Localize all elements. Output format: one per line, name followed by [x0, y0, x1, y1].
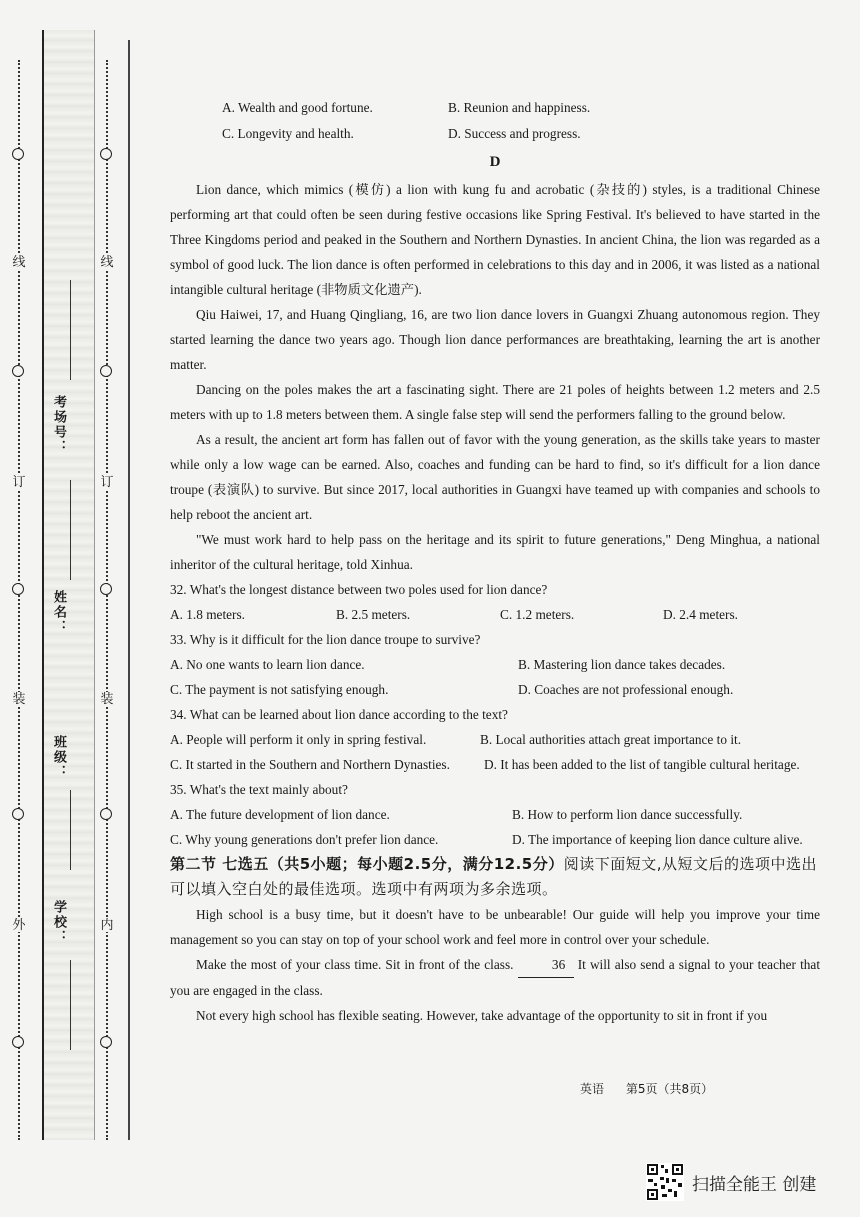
cloze-text: It will also send a signal to your teacher that you are engaged in the class.: [170, 957, 821, 998]
binding-hole: [100, 808, 112, 820]
q32-option-a: A. 1.8 meters.: [170, 607, 245, 622]
q34-option-b: B. Local authorities attach great importance to it.: [480, 732, 742, 747]
passage-paragraph: "We must work hard to help pass on the heritage and its spirit to future generations," Deng Minghua, a national inheritor of the cultural heritage, told Xinhua.: [170, 532, 820, 572]
inner-cut-line: [106, 60, 108, 1140]
binding-hole: [100, 148, 112, 160]
q35-option-d: D. The importance of keeping lion dance culture alive.: [512, 832, 803, 847]
binding-hole: [12, 148, 24, 160]
section-d-title: D: [489, 154, 501, 170]
q35-option-c: C. Why young generations don't prefer lion dance.: [170, 832, 439, 847]
q31-option-c: C. Longevity and health.: [222, 126, 354, 141]
q33-option-a: A. No one wants to learn lion dance.: [170, 657, 365, 672]
cloze-paragraph: Not every high school has flexible seating. However, take advantage of the opportunity to sit in front if you: [196, 1008, 768, 1023]
binding-hole: [12, 808, 24, 820]
page-content: [170, 100, 820, 1028]
question-35-stem: 35. What's the text mainly about?: [170, 782, 348, 797]
school-label: 学校：: [52, 900, 67, 945]
section-2-instructions: 阅读下面短文,从短文后的选项中选出可以填入空白处的最佳选项。选项中有两项为多余选项。: [170, 855, 818, 898]
question-35-options-row1: [170, 802, 820, 827]
cut-mark-xian: 线: [100, 254, 114, 269]
qr-code-icon: [646, 1163, 684, 1201]
name-label: 姓名：: [52, 590, 67, 635]
footer-subject: 英语: [580, 1082, 605, 1096]
student-info-strip: [42, 30, 95, 1140]
q33-option-c: C. The payment is not satisfying enough.: [170, 682, 389, 697]
q35-option-b: B. How to perform lion dance successfully.: [512, 807, 743, 822]
margin-border: [128, 40, 130, 1140]
section-2-title: 第二节 七选五（共5小题；每小题2.5分，满分12.5分）: [170, 855, 564, 873]
q33-option-b: B. Mastering lion dance takes decades.: [518, 657, 726, 672]
q33-option-d: D. Coaches are not professional enough.: [518, 682, 734, 697]
q31-option-a: A. Wealth and good fortune.: [222, 100, 373, 115]
cut-mark-zhuang: 装: [100, 691, 114, 706]
blank-36: 36: [518, 952, 574, 978]
binding-margin: [0, 0, 140, 1150]
cut-mark-ding: 订: [100, 474, 114, 489]
cut-mark-ding: 订: [12, 474, 26, 489]
name-line: [70, 480, 71, 580]
question-32-options: [170, 602, 820, 627]
passage-paragraph: Dancing on the poles makes the art a fascinating sight. There are 21 poles of heights between 1.2 meters and 2.5 meters with up to 1.8 meters between them. A single false step will send the performers falling to the ground below.: [170, 382, 820, 422]
q34-option-c: C. It started in the Southern and Northern Dynasties.: [170, 757, 450, 772]
passage-paragraph: As a result, the ancient art form has fallen out of favor with the young generation, as the skills take years to master while only a low wage can be earned. Also, coaches and funding can be hard to find, so it's difficult for a lion dance troupe (表演队) to survive. But since 2017, local authorities in Guangxi have teamed up with companies and schools to help reboot the ancient art.: [170, 432, 820, 522]
passage-paragraph: Qiu Haiwei, 17, and Huang Qingliang, 16, are two lion dance lovers in Guangxi Zhuang autonomous region. They started learning the dance two years ago. Though lion dance performances are breathtaking, learning the art is another matter.: [170, 307, 820, 372]
binding-hole: [12, 1036, 24, 1048]
q31-options-row2: [222, 126, 820, 152]
cut-mark-zhuang: 装: [12, 691, 26, 706]
outer-cut-line: [18, 60, 20, 1140]
cut-mark-wai: 外: [12, 917, 26, 932]
q35-option-a: A. The future development of lion dance.: [170, 807, 390, 822]
question-34-options-row2: [170, 752, 820, 777]
q34-option-a: A. People will perform it only in spring festival.: [170, 732, 427, 747]
q31-options-row1: [222, 100, 820, 126]
school-line: [70, 960, 71, 1050]
exam-room-line: [70, 280, 71, 380]
cut-mark-xian: 线: [12, 254, 26, 269]
footer-page-number: 第5页（共8页）: [625, 1082, 714, 1096]
q31-option-d: D. Success and progress.: [448, 126, 581, 141]
question-35-options-row2: [170, 827, 820, 852]
question-33-options-row2: [170, 677, 820, 702]
binding-hole: [100, 365, 112, 377]
page-footer: [580, 1080, 731, 1097]
binding-hole: [12, 583, 24, 595]
question-32-stem: 32. What's the longest distance between two poles used for lion dance?: [170, 582, 548, 597]
class-label: 班级：: [52, 735, 67, 780]
cloze-paragraph: [170, 952, 820, 1003]
q34-option-d: D. It has been added to the list of tangible cultural heritage.: [484, 757, 800, 772]
question-33-options-row1: [170, 652, 820, 677]
q32-option-b: B. 2.5 meters.: [336, 607, 411, 622]
q31-option-b: B. Reunion and happiness.: [448, 100, 591, 115]
question-33-stem: 33. Why is it difficult for the lion dance troupe to survive?: [170, 632, 481, 647]
cut-mark-nei: 内: [100, 917, 114, 932]
question-34-options-row1: [170, 727, 820, 752]
passage-paragraph: Lion dance, which mimics (模仿) a lion with kung fu and acrobatic (杂技的) styles, is a traditional Chinese performing art that could often be seen during festive occasions like Spring Festival. It's believed to have started in the Three Kingdoms period and peaked in the Southern and Northern Dynasties. In ancient China, the lion was regarded as a symbol of good luck. The lion dance is often performed in celebrations to this day and in 2006, it was listed as a national intangible cultural heritage (非物质文化遗产).: [170, 182, 820, 297]
q32-option-c: C. 1.2 meters.: [500, 607, 575, 622]
cloze-text: Make the most of your class time. Sit in front of the class.: [196, 957, 514, 972]
binding-hole: [100, 1036, 112, 1048]
exam-room-label: 考场号：: [52, 395, 67, 455]
section-2-heading: [170, 852, 820, 902]
q32-option-d: D. 2.4 meters.: [663, 607, 738, 622]
class-line: [70, 790, 71, 870]
binding-hole: [100, 583, 112, 595]
binding-hole: [12, 365, 24, 377]
question-34-stem: 34. What can be learned about lion dance according to the text?: [170, 707, 508, 722]
scanner-watermark: 扫描全能王 创建: [692, 1175, 817, 1195]
cloze-paragraph: High school is a busy time, but it doesn't have to be unbearable! Our guide will help you improve your time management so you can stay on top of your school work and feel more in control over your schedule.: [170, 907, 820, 947]
